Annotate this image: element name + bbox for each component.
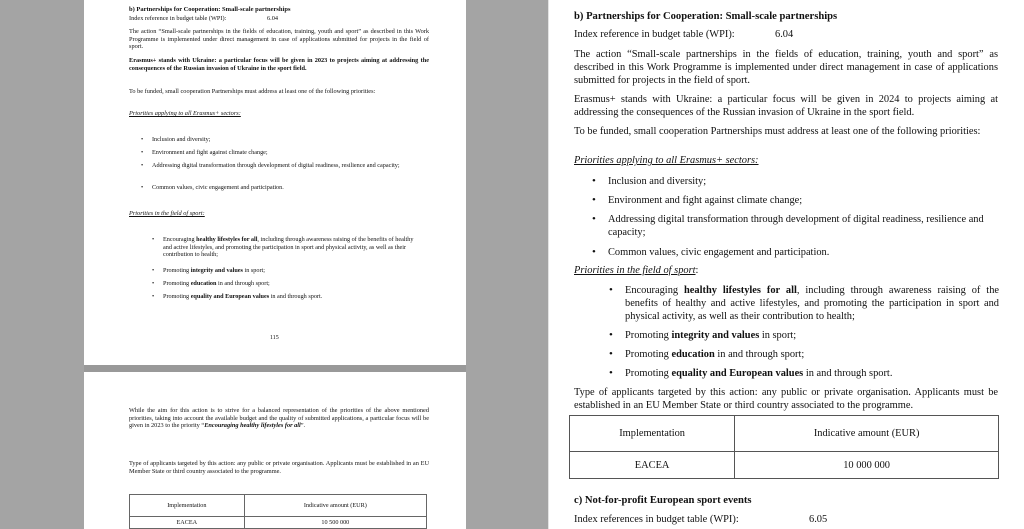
table-header: Indicative amount (EUR)	[735, 416, 999, 452]
priorities-sport-heading: Priorities in the field of sport	[574, 265, 696, 276]
priorities-all-heading: Priorities applying to all Erasmus+ sectors:	[129, 110, 241, 117]
list-item: • Encouraging healthy lifestyles for all, including through awareness raising of the benefits of healthy and active lifestyles, and promoting the participation in sport and physical activity, as well as their contribution to health;	[163, 236, 421, 259]
wpi-value: 6.04	[267, 15, 279, 22]
wpi-label: Index references in budget table (WPI):	[574, 514, 739, 525]
new-document-page	[548, 0, 1024, 529]
paragraph: The action “Small-scale partnerships in the fields of education, training, youth and sport” as described in this Work Programme is implemented under direct management in case of applications submitted for projects in the field of sport.	[574, 49, 998, 86]
list-item: • Promoting equality and European values in and through sport.	[163, 293, 433, 301]
paragraph: To be funded, small cooperation Partnerships must address at least one of the following priorities:	[129, 88, 376, 95]
wpi-line	[574, 514, 828, 525]
list-item: • Encouraging healthy lifestyles for all, including through awareness raising of the benefits of healthy and active lifestyles, and promoting the participation in sport and physical activity, as well as their contribution to health;	[625, 284, 999, 323]
list-item: • Environment and fight against climate change;	[152, 149, 422, 157]
wpi-value: 6.04	[775, 29, 794, 40]
ukraine-paragraph: Erasmus+ stands with Ukraine: a particular focus will be given in 2024 to projects aiming at addressing the consequences of the Russian invasion of Ukraine in the sport field.	[574, 94, 998, 118]
section-heading: c) Not-for-profit European sport events	[574, 495, 752, 506]
list-item: • Promoting education in and through sport;	[163, 280, 433, 288]
section-heading: b) Partnerships for Cooperation: Small-scale partnerships	[574, 11, 838, 22]
priorities-sport-heading: Priorities in the field of sport:	[129, 210, 205, 217]
priorities-all-heading: Priorities applying to all Erasmus+ sectors:	[574, 155, 759, 166]
list-item: • Common values, civic engagement and participation.	[608, 246, 829, 259]
wpi-line	[129, 15, 279, 22]
wpi-label: Index reference in budget table (WPI):	[574, 29, 735, 40]
list-item: • Addressing digital transformation through development of digital readiness, resilience and capacity;	[608, 213, 1000, 239]
table-cell: EACEA	[570, 452, 735, 479]
list-item: • Inclusion and diversity;	[152, 136, 422, 144]
list-item: • Promoting education in and through sport;	[625, 348, 804, 361]
paragraph: To be funded, small cooperation Partnerships must address at least one of the following priorities:	[574, 126, 981, 137]
list-item: • Promoting equality and European values in and through sport.	[625, 367, 892, 380]
page-number: 115	[270, 335, 279, 341]
old-document-page-115	[84, 0, 466, 365]
applicants-paragraph: Type of applicants targeted by this action: any public or private organisation. Applicants must be established in an EU Member State or third country associated to the programme.	[129, 460, 429, 475]
applicants-paragraph: Type of applicants targeted by this action: any public or private organisation. Applicants must be established in an EU Member State or third country associated to the programme.	[574, 387, 998, 411]
list-item: • Environment and fight against climate change;	[608, 194, 802, 207]
table-header: Implementation	[570, 416, 735, 452]
wpi-value: 6.05	[809, 514, 828, 525]
list-item: • Promoting integrity and values in sport;	[625, 329, 796, 342]
focus-paragraph: While the aim for this action is to strive for a balanced representation of the priorities of the above mentioned priorities, taking into account the available budget and the quality of submitted applications, a particular focus will be given in 2023 to the priority “Encouraging healthy lifestyles for all”.	[129, 407, 429, 430]
list-item: • Addressing digital transformation through development of digital readiness, resilience and capacity;	[152, 162, 422, 170]
table-cell: 10 000 000	[735, 452, 999, 479]
list-item: • Promoting integrity and values in sport;	[163, 267, 433, 275]
wpi-line	[574, 29, 794, 40]
ukraine-paragraph: Erasmus+ stands with Ukraine: a particular focus will be given in 2023 to projects aiming at addressing the consequences of the Russian invasion of Ukraine in the sport field.	[129, 57, 429, 72]
old-document-page-116	[84, 372, 466, 529]
paragraph: The action “Small-scale partnerships in the fields of education, training, youth and sport” as described in this Work Programme is implemented under direct management in case of applications submitted for projects in the field of sport.	[129, 28, 429, 51]
wpi-label: Index reference in budget table (WPI):	[129, 15, 227, 22]
budget-table	[129, 494, 427, 529]
section-heading: b) Partnerships for Cooperation: Small-scale partnerships	[129, 6, 291, 13]
table-header: Indicative amount (EUR)	[244, 495, 426, 517]
budget-table	[569, 415, 999, 479]
list-item: • Inclusion and diversity;	[608, 175, 706, 188]
table-cell: EACEA	[130, 517, 245, 529]
priorities-sport-heading-line: Priorities in the field of sport:	[574, 265, 699, 276]
table-header: Implementation	[130, 495, 245, 517]
list-item: • Common values, civic engagement and participation.	[152, 184, 422, 192]
table-cell: 10 500 000	[244, 517, 426, 529]
page-separator	[84, 365, 466, 372]
